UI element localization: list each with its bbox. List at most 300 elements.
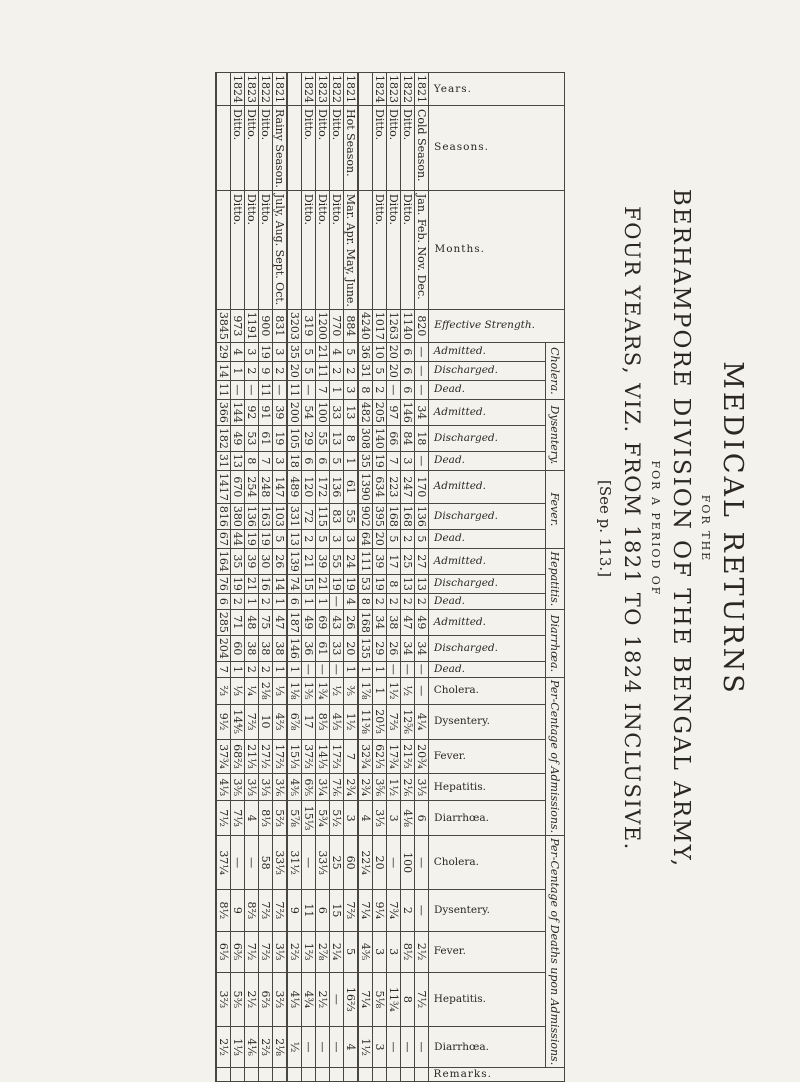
pct-death-cell-3: 8 — [401, 972, 415, 1026]
c-cell-0: 19 — [259, 342, 273, 361]
h-cell-0: 39 — [373, 548, 387, 574]
pct-death-cell-3: 7½ — [415, 972, 429, 1026]
pct-death-cell-4: 2⅛ — [273, 1026, 288, 1067]
pct-death-cell-3: 7¼ — [358, 972, 373, 1026]
year-cell: 1823 — [387, 73, 401, 106]
pct-death-cell-2: 7⅔ — [259, 931, 273, 972]
year-cell: 1822 — [259, 73, 273, 106]
months-header: Months. — [429, 190, 565, 309]
dy-cell-1: 105 — [287, 425, 302, 451]
table-row — [231, 73, 245, 1082]
pct-admission-cell-3: 3¼ — [316, 774, 330, 801]
pct-admission-cell-0: ¼ — [245, 677, 259, 704]
pct-admission-cell-0: 1⅗ — [302, 677, 316, 704]
c-cell-2: — — [415, 380, 429, 399]
f-cell-0: 670 — [231, 470, 245, 503]
f-cell-0: 172 — [316, 470, 330, 503]
f-cell-2: 64 — [358, 529, 373, 548]
pct-death-cell-1: — — [415, 890, 429, 931]
pct-admission-cell-4: 6 — [415, 801, 429, 836]
h-cell-1: 19 — [330, 574, 344, 593]
subheader-dead-5: Dead. — [429, 451, 546, 470]
subheader-discharged-4: Discharged. — [429, 425, 546, 451]
page-subtitle: BERHAMPORE DIVISION OF THE BENGAL ARMY, — [668, 188, 694, 869]
di-cell-2: 1 — [273, 661, 288, 677]
c-cell-1: 20 — [287, 361, 302, 380]
subheader-pct-fever-22: Fever. — [429, 931, 546, 972]
pct-death-cell-1: 7⅔ — [344, 890, 359, 931]
pct-admission-cell-3: 3⅓ — [415, 774, 429, 801]
subheader-admitted-0: Admitted. — [429, 342, 546, 361]
pct-admission-cell-0: 2⅛ — [259, 677, 273, 704]
dy-cell-0: 92 — [245, 399, 259, 425]
di-cell-0: 38 — [387, 609, 401, 635]
pct-admission-cell-2: 17⅔ — [273, 739, 288, 774]
c-cell-1: 5 — [373, 361, 387, 380]
di-cell-1: 38 — [273, 635, 288, 661]
pct-death-cell-4: 1⅓ — [231, 1026, 245, 1067]
f-cell-1: 115 — [316, 503, 330, 529]
pct-death-cell-2: 2¼ — [330, 931, 344, 972]
pct-admission-cell-0: ½ — [330, 677, 344, 704]
pct-death-cell-4: — — [330, 1026, 344, 1067]
f-cell-0: 254 — [245, 470, 259, 503]
h-cell-0: 111 — [358, 548, 373, 574]
pct-death-cell-1: 7⅔ — [259, 890, 273, 931]
c-cell-2: 11 — [287, 380, 302, 399]
pct-death-cell-3: 6⅔ — [259, 972, 273, 1026]
c-cell-2: 6 — [401, 380, 415, 399]
pct-admission-cell-3: 3⅓ — [259, 774, 273, 801]
h-cell-0: 21 — [302, 548, 316, 574]
pct-admission-cell-3: 7⅙ — [330, 774, 344, 801]
f-cell-2: 5 — [273, 529, 288, 548]
di-cell-1: 146 — [287, 635, 302, 661]
c-cell-2: 11 — [259, 380, 273, 399]
strength-cell: 4240 — [358, 309, 373, 342]
c-cell-1: 2 — [273, 361, 288, 380]
pct-admission-cell-1: 7⅔ — [387, 704, 401, 739]
h-cell-0: 139 — [287, 548, 302, 574]
pct-admission-cell-0: 1⅞ — [358, 677, 373, 704]
h-cell-2: 1 — [273, 593, 288, 609]
h-cell-2: 2 — [259, 593, 273, 609]
pct-death-cell-3: 2½ — [245, 972, 259, 1026]
pct-death-cell-3: 5⅛ — [373, 972, 387, 1026]
f-cell-0: 1417 — [216, 470, 231, 503]
pct-death-cell-4: 4⅙ — [245, 1026, 259, 1067]
pct-admission-cell-0: ⅓ — [273, 677, 288, 704]
dy-cell-0: 482 — [358, 399, 373, 425]
strength-cell: 884 — [344, 309, 359, 342]
di-cell-0: 75 — [259, 609, 273, 635]
f-cell-1: 168 — [401, 503, 415, 529]
di-cell-1: 26 — [387, 635, 401, 661]
table-row — [273, 73, 288, 1082]
h-cell-2: 2 — [415, 593, 429, 609]
season-cell — [287, 106, 302, 191]
c-cell-2: 11 — [216, 380, 231, 399]
c-cell-2: — — [245, 380, 259, 399]
dy-cell-1: 308 — [358, 425, 373, 451]
page-reference: [See p. 113.] — [596, 479, 614, 578]
dy-cell-1: 55 — [316, 425, 330, 451]
pct-death-cell-4: — — [401, 1026, 415, 1067]
di-cell-0: 49 — [302, 609, 316, 635]
pct-death-cell-4: 4 — [344, 1026, 359, 1067]
dy-cell-2: 3 — [273, 451, 288, 470]
pct-death-cell-2: 2⅞ — [316, 931, 330, 972]
months-cell: Ditto. — [245, 190, 259, 309]
remarks-cell — [373, 1068, 387, 1082]
h-cell-0: 35 — [231, 548, 245, 574]
h-cell-2: 4 — [344, 593, 359, 609]
pct-death-cell-0: 37¼ — [216, 836, 231, 890]
pct-death-cell-2: 1⅔ — [302, 931, 316, 972]
f-cell-2: 3 — [330, 529, 344, 548]
pct-death-cell-0: 22¼ — [358, 836, 373, 890]
di-cell-0: 47 — [273, 609, 288, 635]
dy-cell-1: 29 — [302, 425, 316, 451]
pct-death-cell-2: 5 — [344, 931, 359, 972]
f-cell-2: 19 — [245, 529, 259, 548]
h-cell-2: 8 — [358, 593, 373, 609]
pct-admission-cell-4: 4 — [358, 801, 373, 836]
season-cell: Ditto. — [387, 106, 401, 191]
remarks-cell — [259, 1068, 273, 1082]
subheader-pct-diarrhoea-24: Diarrhœa. — [429, 1026, 546, 1067]
h-cell-1: 21 — [245, 574, 259, 593]
strength-cell: 820 — [415, 309, 429, 342]
pct-admission-cell-3: 3⅓ — [245, 774, 259, 801]
pct-death-cell-0: — — [231, 836, 245, 890]
subheader-pct-hepatitis-18: Hepatitis. — [429, 774, 546, 801]
months-cell: Mar. Apr. May, June. — [344, 190, 359, 309]
di-cell-1: 204 — [216, 635, 231, 661]
season-cell: Ditto. — [302, 106, 316, 191]
pct-admission-cell-4: 8⅓ — [259, 801, 273, 836]
c-cell-1: 1 — [231, 361, 245, 380]
pct-admission-cell-4: 15⅓ — [302, 801, 316, 836]
pct-admission-cell-1: 4⅔ — [273, 704, 288, 739]
di-cell-2: 1 — [287, 661, 302, 677]
pct-admission-cell-2: 7 — [344, 739, 359, 774]
c-cell-0: 36 — [358, 342, 373, 361]
h-cell-0: 39 — [245, 548, 259, 574]
di-cell-2: 1 — [358, 661, 373, 677]
strength-cell: 1200 — [316, 309, 330, 342]
pct-death-cell-3: — — [330, 972, 344, 1026]
remarks-cell — [273, 1068, 288, 1082]
season-cell: Ditto. — [373, 106, 387, 191]
h-cell-1: 8 — [387, 574, 401, 593]
h-cell-0: 24 — [344, 548, 359, 574]
year-cell: 1821 — [344, 73, 359, 106]
dy-cell-1: 19 — [273, 425, 288, 451]
year-cell: 1822 — [401, 73, 415, 106]
di-cell-1: 33 — [330, 635, 344, 661]
season-cell: Rainy Season. — [273, 106, 288, 191]
di-cell-1: 61 — [316, 635, 330, 661]
h-cell-1: 74 — [287, 574, 302, 593]
page-title: MEDICAL RETURNS — [717, 361, 748, 696]
months-cell — [216, 190, 231, 309]
season-cell: Hot Season. — [344, 106, 359, 191]
year-cell: 1824 — [302, 73, 316, 106]
pct-death-cell-2: 2½ — [415, 931, 429, 972]
di-cell-1: 29 — [373, 635, 387, 661]
pct-admission-cell-3: 4⅓ — [216, 774, 231, 801]
h-cell-1: 19 — [231, 574, 245, 593]
f-cell-1: 380 — [231, 503, 245, 529]
c-cell-1: 2 — [344, 361, 359, 380]
f-cell-0: 136 — [330, 470, 344, 503]
f-cell-2: 67 — [216, 529, 231, 548]
dy-cell-0: 100 — [316, 399, 330, 425]
subheader-admitted-3: Admitted. — [429, 399, 546, 425]
c-cell-1: 2 — [330, 361, 344, 380]
c-cell-1: 14 — [216, 361, 231, 380]
months-cell: July, Aug. Sept. Oct. — [273, 190, 288, 309]
f-cell-1: 395 — [373, 503, 387, 529]
pct-death-cell-1: 8½ — [216, 890, 231, 931]
pct-admission-cell-4: 3 — [344, 801, 359, 836]
dy-cell-0: 39 — [273, 399, 288, 425]
subheader-discharged-10: Discharged. — [429, 574, 546, 593]
period-line: FOUR YEARS, VIZ. FROM 1821 TO 1824 INCLUSIVE. — [620, 206, 644, 851]
f-cell-0: 489 — [287, 470, 302, 503]
f-cell-0: 170 — [415, 470, 429, 503]
di-cell-0: 49 — [415, 609, 429, 635]
pct-admission-cell-2: 62⅓ — [373, 739, 387, 774]
dy-cell-0: 366 — [216, 399, 231, 425]
h-cell-1: 76 — [216, 574, 231, 593]
di-cell-0: 34 — [373, 609, 387, 635]
c-cell-1: 11 — [316, 361, 330, 380]
pct-admission-cell-2: 68⅔ — [231, 739, 245, 774]
pct-death-cell-0: 25 — [330, 836, 344, 890]
year-cell — [216, 73, 231, 106]
pct-admission-cell-1: 4¼ — [415, 704, 429, 739]
strength-cell: 3845 — [216, 309, 231, 342]
remarks-cell — [302, 1068, 316, 1082]
dy-cell-0: 13 — [344, 399, 359, 425]
pct-admission-cell-2: 17⅔ — [330, 739, 344, 774]
c-cell-0: 10 — [373, 342, 387, 361]
pct-death-cell-3: 4⅓ — [287, 972, 302, 1026]
pct-death-cell-4: ½ — [287, 1026, 302, 1067]
di-cell-2: — — [302, 661, 316, 677]
pct-death-cell-0: — — [415, 836, 429, 890]
c-cell-2: 8 — [358, 380, 373, 399]
pct-admission-cell-1: 17 — [302, 704, 316, 739]
pct-death-cell-1: 7¼ — [358, 890, 373, 931]
pct-death-cell-3: 4¾ — [302, 972, 316, 1026]
pct-death-cell-4: 1½ — [358, 1026, 373, 1067]
strength-header: Effective Strength. — [429, 309, 565, 342]
di-cell-1: 20 — [344, 635, 359, 661]
h-cell-2: 6 — [216, 593, 231, 609]
subheader-pct-hepatitis-23: Hepatitis. — [429, 972, 546, 1026]
table-row — [245, 73, 259, 1082]
year-cell: 1824 — [231, 73, 245, 106]
dy-cell-2: 13 — [231, 451, 245, 470]
pct-death-cell-1: 2 — [401, 890, 415, 931]
f-cell-1: 163 — [259, 503, 273, 529]
pct-admission-cell-1: 14⅘ — [231, 704, 245, 739]
pct-admission-cell-1: 9½ — [216, 704, 231, 739]
pct-admission-cell-1: 20⅓ — [373, 704, 387, 739]
total-row — [358, 73, 373, 1082]
pct-death-cell-3: 3⅔ — [273, 972, 288, 1026]
year-cell: 1824 — [373, 73, 387, 106]
season-cell: Ditto. — [245, 106, 259, 191]
pct-admission-cell-2: 37¾ — [216, 739, 231, 774]
f-cell-0: 248 — [259, 470, 273, 503]
pct-death-cell-1: 8⅔ — [245, 890, 259, 931]
dysentery-group-header: Dysentery. — [546, 399, 565, 470]
f-cell-0: 61 — [344, 470, 359, 503]
pct-admission-cell-2: 32¾ — [358, 739, 373, 774]
pct-admission-cell-2: 15⅓ — [287, 739, 302, 774]
months-cell: Ditto. — [373, 190, 387, 309]
c-cell-0: 20 — [387, 342, 401, 361]
di-cell-0: 26 — [344, 609, 359, 635]
table-row — [316, 73, 330, 1082]
diarrhoea-group-header: Diarrhœa. — [546, 609, 565, 677]
dy-cell-2: 7 — [259, 451, 273, 470]
subheader-discharged-7: Discharged. — [429, 503, 546, 529]
table-row — [401, 73, 415, 1082]
pct-admission-cell-4: 5½ — [330, 801, 344, 836]
di-cell-0: 69 — [316, 609, 330, 635]
pct-death-cell-2: 8½ — [401, 931, 415, 972]
c-cell-1: 9 — [259, 361, 273, 380]
strength-cell: 831 — [273, 309, 288, 342]
pct-death-cell-4: 2⅔ — [259, 1026, 273, 1067]
f-cell-0: 1390 — [358, 470, 373, 503]
f-cell-2: 5 — [387, 529, 401, 548]
months-cell: Ditto. — [387, 190, 401, 309]
pct-admission-cell-1: 4⅓ — [330, 704, 344, 739]
year-cell: 1821 — [273, 73, 288, 106]
di-cell-2: 1 — [373, 661, 387, 677]
f-cell-0: 634 — [373, 470, 387, 503]
c-cell-1: 2 — [245, 361, 259, 380]
subheader-pct-cholera-20: Cholera. — [429, 836, 546, 890]
pct-admission-cell-0: 1 — [373, 677, 387, 704]
f-cell-0: 147 — [273, 470, 288, 503]
pct-death-cell-3: 5⅗ — [231, 972, 245, 1026]
pct-death-cell-0: 33⅓ — [316, 836, 330, 890]
dy-cell-1: 8 — [344, 425, 359, 451]
pct-death-cell-2: 6⅗ — [231, 931, 245, 972]
pct-death-cell-2: 3⅓ — [273, 931, 288, 972]
pct-death-cell-1: 7⅔ — [273, 890, 288, 931]
pct-admission-cell-1: 11⅜ — [358, 704, 373, 739]
f-cell-0: 120 — [302, 470, 316, 503]
pct-death-cell-4: 2½ — [216, 1026, 231, 1067]
f-cell-1: 83 — [330, 503, 344, 529]
pct-death-cell-2: 2⅔ — [287, 931, 302, 972]
pct-death-cell-0: — — [302, 836, 316, 890]
subheader-pct-cholera-15: Cholera. — [429, 677, 546, 704]
pct-death-cell-4: 3 — [373, 1026, 387, 1067]
pct-admission-cell-4: 5⅞ — [287, 801, 302, 836]
remarks-cell — [387, 1068, 401, 1082]
pct-admission-cell-3: 3⅙ — [273, 774, 288, 801]
pct-admission-cell-4: 4 — [245, 801, 259, 836]
cholera-group-header: Cholera. — [546, 342, 565, 399]
c-cell-0: 3 — [273, 342, 288, 361]
dy-cell-0: 54 — [302, 399, 316, 425]
c-cell-0: 3 — [245, 342, 259, 361]
dy-cell-0: 144 — [231, 399, 245, 425]
dy-cell-1: 140 — [373, 425, 387, 451]
c-cell-2: 2 — [373, 380, 387, 399]
total-row — [287, 73, 302, 1082]
pct-admission-cell-1: 12⅚ — [401, 704, 415, 739]
strength-cell: 1263 — [387, 309, 401, 342]
subheader-dead-8: Dead. — [429, 529, 546, 548]
c-cell-0: 35 — [287, 342, 302, 361]
subheader-pct-diarrhoea-19: Diarrhœa. — [429, 801, 546, 836]
pct-death-cell-2: 7½ — [245, 931, 259, 972]
f-cell-2: 2 — [401, 529, 415, 548]
dy-cell-1: 66 — [387, 425, 401, 451]
c-cell-2: — — [302, 380, 316, 399]
years-header: Years. — [429, 73, 565, 106]
subheader-discharged-13: Discharged. — [429, 635, 546, 661]
months-cell: Ditto. — [401, 190, 415, 309]
di-cell-2: — — [387, 661, 401, 677]
season-cell — [358, 106, 373, 191]
pct-admission-cell-0: 1¾ — [316, 677, 330, 704]
pct-admission-cell-1: 6⅞ — [287, 704, 302, 739]
h-cell-1: 19 — [344, 574, 359, 593]
pct-death-cell-1: 9 — [287, 890, 302, 931]
year-cell: 1823 — [316, 73, 330, 106]
dy-cell-2: 5 — [330, 451, 344, 470]
pct-admission-cell-2: 37⅔ — [302, 739, 316, 774]
di-cell-2: 2 — [259, 661, 273, 677]
pct-death-cell-4: — — [387, 1026, 401, 1067]
f-cell-1: 136 — [245, 503, 259, 529]
subheader-pct-dysentery-16: Dysentery. — [429, 704, 546, 739]
c-cell-1: 6 — [401, 361, 415, 380]
pct-admission-cell-4: 3⅓ — [373, 801, 387, 836]
subheader-pct-dysentery-21: Dysentery. — [429, 890, 546, 931]
h-cell-2: 2 — [387, 593, 401, 609]
dy-cell-2: 31 — [216, 451, 231, 470]
f-cell-2: 2 — [302, 529, 316, 548]
pct-admission-cell-0: — — [415, 677, 429, 704]
di-cell-2: 1 — [231, 661, 245, 677]
months-cell: Ditto. — [302, 190, 316, 309]
pct-admission-cell-0: ⅓ — [231, 677, 245, 704]
di-cell-1: 34 — [415, 635, 429, 661]
f-cell-1: 136 — [415, 503, 429, 529]
c-cell-1: 5 — [302, 361, 316, 380]
months-cell: Ditto. — [330, 190, 344, 309]
season-cell — [216, 106, 231, 191]
h-cell-2: 2 — [401, 593, 415, 609]
h-cell-0: 55 — [330, 548, 344, 574]
pct-death-cell-0: 58 — [259, 836, 273, 890]
remarks-cell — [231, 1068, 245, 1082]
f-cell-1: 55 — [344, 503, 359, 529]
h-cell-0: 27 — [415, 548, 429, 574]
